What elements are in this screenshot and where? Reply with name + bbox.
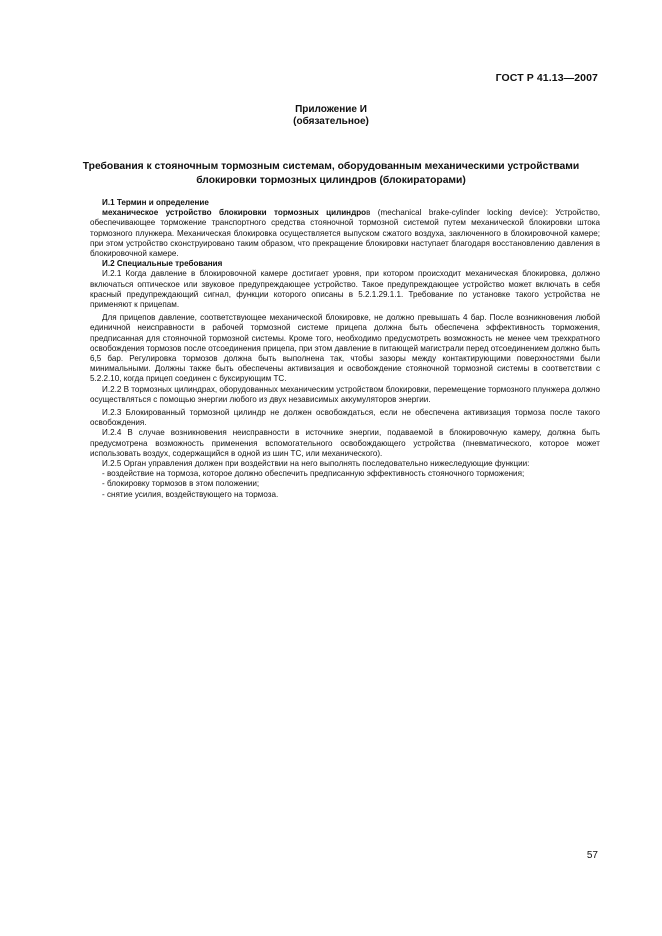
appendix-title: Приложение И bbox=[295, 104, 367, 115]
paragraph-i25: И.2.5 Орган управления должен при воздействии на него выполнять последовательно нижеследующие функции: bbox=[102, 459, 530, 469]
document-body bbox=[90, 198, 600, 500]
paragraph-i23: И.2.3 Блокированный тормозной цилиндр не должен освобождаться, если не обеспечена активизация тормоза после такого освобождения. bbox=[90, 408, 600, 428]
document-code: ГОСТ Р 41.13—2007 bbox=[495, 72, 598, 84]
list-item: - блокировку тормозов в этом положении; bbox=[102, 479, 260, 489]
appendix-status: (обязательное) bbox=[293, 116, 369, 127]
s1-heading: И.1 Термин и определение bbox=[102, 198, 209, 207]
page-number: 57 bbox=[586, 850, 598, 861]
s1-term-rest: в (mechanical brake-cylinder locking device): Устройство, обеспечивающее торможение транспортного средства стояночной тормозной системой путем механической блокировки штока тормозного плунжера. Механическая блокировка осуществляется выпуском сжатого воздуха, заключенного в блокировочной камере; при этом устройство сконструировано таким образом, что прекращение блокировки наступает благодаря восстановлению давления в блокировочной камере. bbox=[90, 208, 600, 259]
s2-heading: И.2 Специальные требования bbox=[102, 259, 223, 269]
paragraph-i24: И.2.4 В случае возникновения неисправности в источнике энергии, подаваемой в блокировочную камеру, должна быть предусмотрена возможность применения вспомогательного освобождающего устройства (пневматического, которое может использовать воздух, содержащийся в одной из шин ТС, или механического). bbox=[90, 428, 600, 458]
s1-definition bbox=[90, 208, 600, 259]
list-item: - снятие усилия, воздействующего на тормоза. bbox=[102, 489, 279, 499]
list-item: - воздействие на тормоза, которое должно обеспечить предписанную эффективность стояночного торможения; bbox=[102, 469, 525, 479]
section-title: Требования к стояночным тормозным системам, оборудованным механическими устройствами блокировки тормозных цилиндров (блокираторами) bbox=[82, 161, 580, 186]
paragraph-i22: И.2.2 В тормозных цилиндрах, оборудованных механическим устройством блокировки, перемещение тормозного плунжера должно осуществляться с помощью энергии любого из двух независимых аккумуляторов энергии. bbox=[90, 384, 600, 404]
s1-term: механическое устройство блокировки тормозных цилиндро bbox=[102, 208, 367, 218]
appendix-heading bbox=[0, 104, 662, 128]
paragraph-i21: И.2.1 Когда давление в блокировочной камере достигает уровня, при котором происходит механическая блокировка, должно включаться оптическое или звуковое предупреждающее устройство. Такое предупреждающее устройство может включать в себя красный предупреждающий сигнал, функции которого описаны в 5.2.1.29.1.1. Требование по установке такого устройства не применяют к прицепам. bbox=[90, 269, 600, 310]
paragraph-trailers: Для прицепов давление, соответствующее механической блокировке, не должно превышать 4 бар. После возникновения любой единичной неисправности в рабочей тормозной системе прицепа должна быть обеспечена эффективность торможения, предписанная для стояночной тормозной системы. Кроме того, необходимо предусмотреть возможность не менее чем трехкратного освобождения тормозов после отсоединения прицепа, при этом давление в питающей магистрали перед отсоединением должно быть 6,5 бар. Регулировка тормозов должна быть выполнена так, чтобы зазоры между контактирующими поверхностями были минимальными. Должны также быть обеспечены активизация и освобождение стояночной тормозной системы в соответствии с 5.2.2.10, когда прицеп соединен с буксирующим ТС. bbox=[90, 313, 600, 384]
